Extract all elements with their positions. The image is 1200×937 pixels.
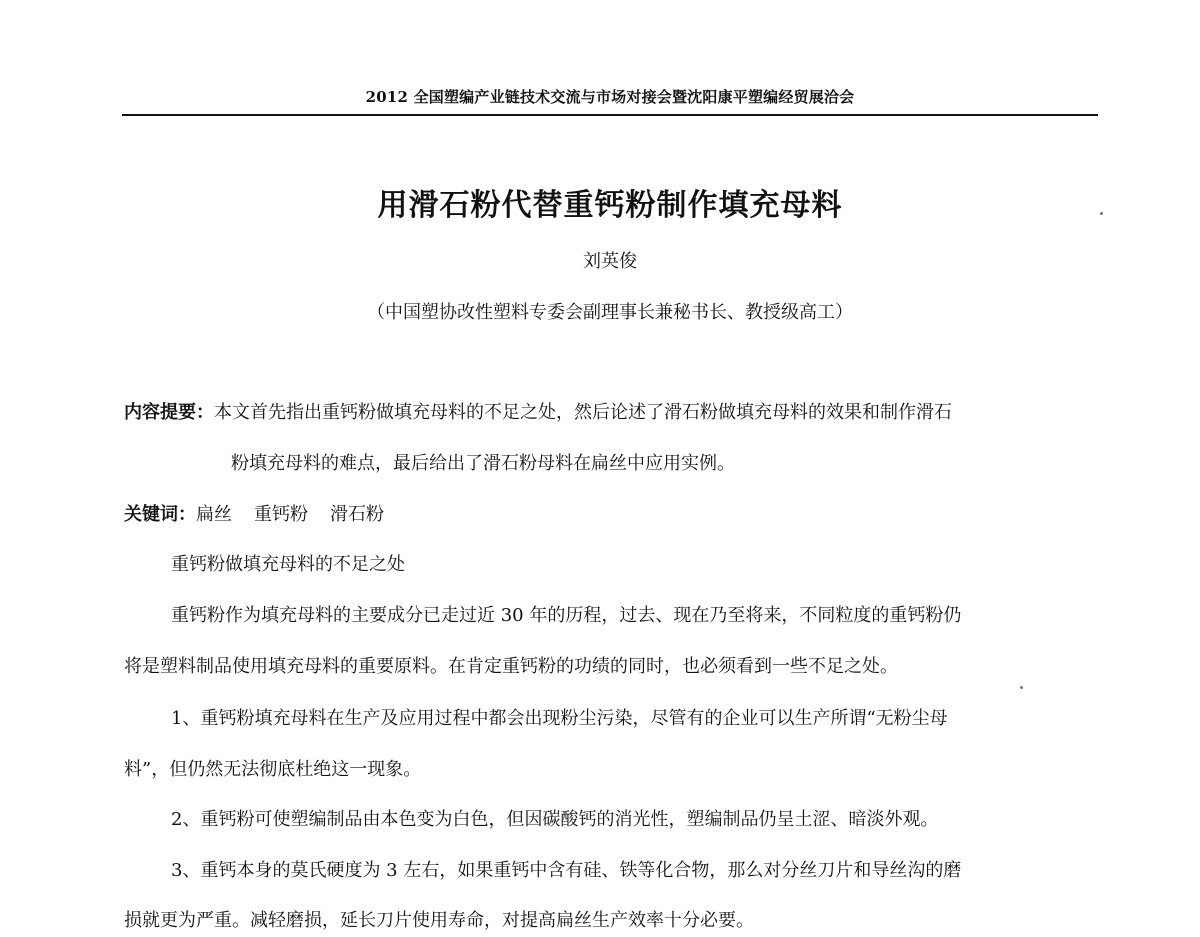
article-title: 用滑石粉代替重钙粉制作填充母料 [377,188,843,223]
list-item-1-line-2: 料”，但仍然无法彻底杜绝这一现象。 [124,759,422,780]
running-header: 2012 全国塑编产业链技术交流与市场对接会暨沈阳康平塑编经贸展洽会 [365,88,855,106]
keywords-label: 关键词： [124,504,196,525]
list-item-1-line-1: 1、重钙粉填充母料在生产及应用过程中都会出现粉尘污染，尽管有的企业可以生产所谓“无粉尘母 [171,708,948,729]
scan-speck [1100,212,1103,215]
paragraph-1-line-2: 将是塑料制品使用填充母料的重要原料。在肯定重钙粉的功绩的同时，也必须看到一些不足之处。 [124,656,898,677]
header-rule [122,114,1098,116]
abstract-text-1: 本文首先指出重钙粉做填充母料的不足之处，然后论述了滑石粉做填充母料的效果和制作滑石 [214,402,952,423]
scan-speck [1020,686,1023,689]
list-item-3-line-2: 损就更为严重。减轻磨损，延长刀片使用寿命，对提高扁丝生产效率十分必要。 [124,910,754,931]
abstract-line-1 [124,401,952,425]
abstract-label: 内容提要： [124,402,214,423]
list-item-3-line-1: 3、重钙本身的莫氏硬度为 3 左右，如果重钙中含有硅、铁等化合物，那么对分丝刀片和导丝沟的磨 [171,860,962,881]
abstract-line-2: 粉填充母料的难点，最后给出了滑石粉母料在扁丝中应用实例。 [231,453,735,474]
author-affiliation: （中国塑协改性塑料专委会副理事长兼秘书长、教授级高工） [367,302,853,323]
paragraph-1-line-1: 重钙粉作为填充母料的主要成分已走过近 30 年的历程，过去、现在乃至将来，不同粒度的重钙粉仍 [171,605,962,626]
section-heading: 重钙粉做填充母料的不足之处 [171,554,405,575]
keywords-line [124,503,384,527]
keyword-1: 扁丝 [196,504,232,525]
author-name: 刘英俊 [583,251,637,272]
keyword-2: 重钙粉 [254,504,308,525]
list-item-2-line-1: 2、重钙粉可使塑编制品由本色变为白色，但因碳酸钙的消光性，塑编制品仍呈土涩、暗淡外观。 [171,809,939,830]
keyword-3: 滑石粉 [330,504,384,525]
